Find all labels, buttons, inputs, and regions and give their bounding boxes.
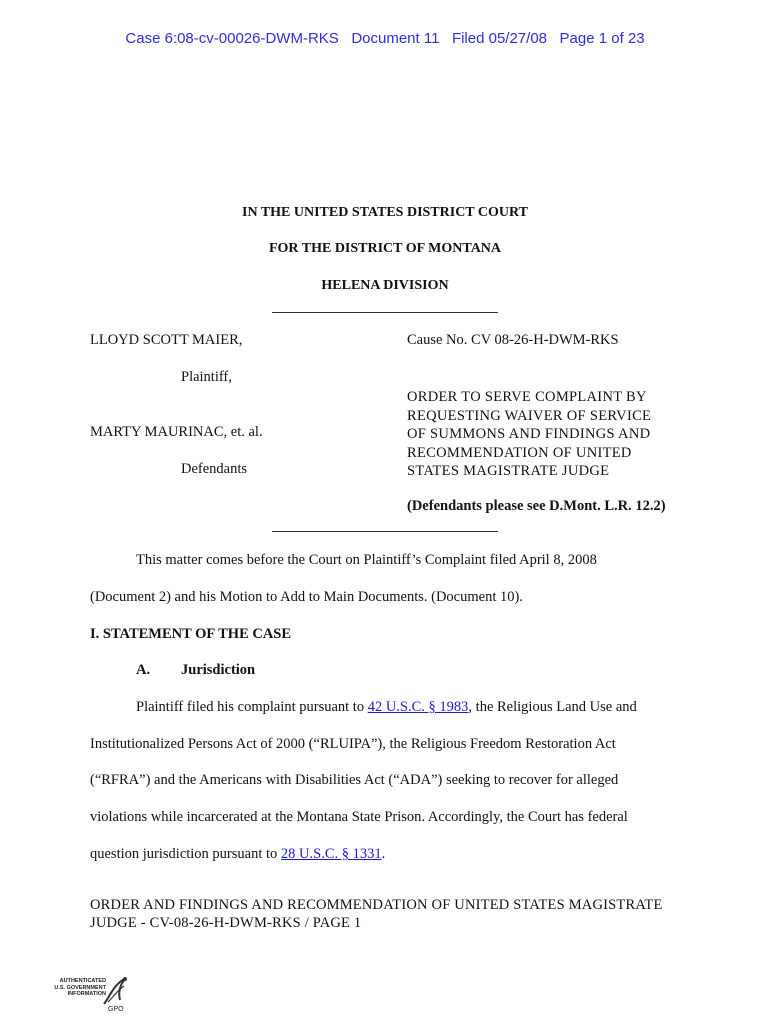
- caption-divider: [272, 531, 498, 532]
- jurisdiction-line-1: Plaintiff filed his complaint pursuant to 42 U.S.C. § 1983, the Religious Land Use and: [136, 699, 637, 715]
- order-title-line: ORDER TO SERVE COMPLAINT BY: [407, 389, 647, 405]
- gpo-label: GPO: [108, 1006, 124, 1013]
- jurisdiction-line-2: Institutionalized Persons Act of 2000 (“RLUIPA”), the Religious Freedom Restoration Act: [90, 736, 616, 752]
- statute-link-1331[interactable]: 28 U.S.C. § 1331: [280, 846, 382, 862]
- footer-line-1: ORDER AND FINDINGS AND RECOMMENDATION OF UNITED STATES MAGISTRATE: [90, 897, 663, 913]
- order-title-line: STATES MAGISTRATE JUDGE: [407, 463, 610, 479]
- gpo-eagle-icon: [100, 974, 130, 1010]
- heading-divider: [272, 312, 498, 313]
- section-heading: I. STATEMENT OF THE CASE: [90, 626, 292, 642]
- statute-link-1983[interactable]: 42 U.S.C. § 1983: [367, 699, 469, 715]
- order-title-line: REQUESTING WAIVER OF SERVICE: [407, 407, 652, 424]
- order-title-line: RECOMMENDATION OF UNITED: [407, 444, 632, 461]
- local-rule-notice: (Defendants please see D.Mont. L.R. 12.2): [407, 498, 666, 514]
- gpo-seal-text: AUTHENTICATED U.S. GOVERNMENT INFORMATION: [54, 978, 106, 997]
- subsection-title: Jurisdiction: [181, 662, 256, 678]
- page-footer: [90, 896, 663, 932]
- order-title-line: OF SUMMONS AND FINDINGS AND: [407, 426, 651, 442]
- defendant-role: Defendants: [181, 461, 248, 477]
- court-division: HELENA DIVISION: [321, 278, 449, 293]
- cause-number: Cause No. CV 08-26-H-DWM-RKS: [407, 332, 619, 348]
- court-district: FOR THE DISTRICT OF MONTANA: [268, 241, 502, 256]
- subsection-letter: A.: [136, 662, 151, 678]
- footer-line-2: JUDGE - CV-08-26-H-DWM-RKS / PAGE 1: [90, 915, 362, 931]
- plaintiff-role: Plaintiff,: [181, 369, 232, 385]
- stamp-document: Document 11: [351, 30, 440, 47]
- order-title: [407, 388, 651, 481]
- stamp-filed: Filed 05/27/08: [451, 30, 548, 47]
- stamp-case: Case 6:08-cv-00026-DWM-RKS: [125, 30, 339, 47]
- court-name: IN THE UNITED STATES DISTRICT COURT: [242, 205, 528, 220]
- ecf-header-stamp: [0, 30, 770, 47]
- stamp-page: Page 1 of 23: [559, 30, 645, 47]
- defendant-name: MARTY MAURINAC, et. al.: [90, 424, 263, 440]
- jurisdiction-line-5: question jurisdiction pursuant to 28 U.S.C. § 1331.: [90, 846, 386, 862]
- plaintiff-name: LLOYD SCOTT MAIER,: [90, 332, 243, 348]
- intro-paragraph-line-1: This matter comes before the Court on Plaintiff’s Complaint filed April 8, 2008: [136, 552, 597, 568]
- jurisdiction-line-4: violations while incarcerated at the Montana State Prison. Accordingly, the Court has federal: [90, 809, 628, 825]
- gpo-authentication-seal: [44, 974, 134, 1018]
- intro-paragraph-line-2: (Document 2) and his Motion to Add to Main Documents. (Document 10).: [90, 589, 523, 605]
- jurisdiction-line-3: (“RFRA”) and the Americans with Disabilities Act (“ADA”) seeking to recover for alleged: [90, 772, 619, 788]
